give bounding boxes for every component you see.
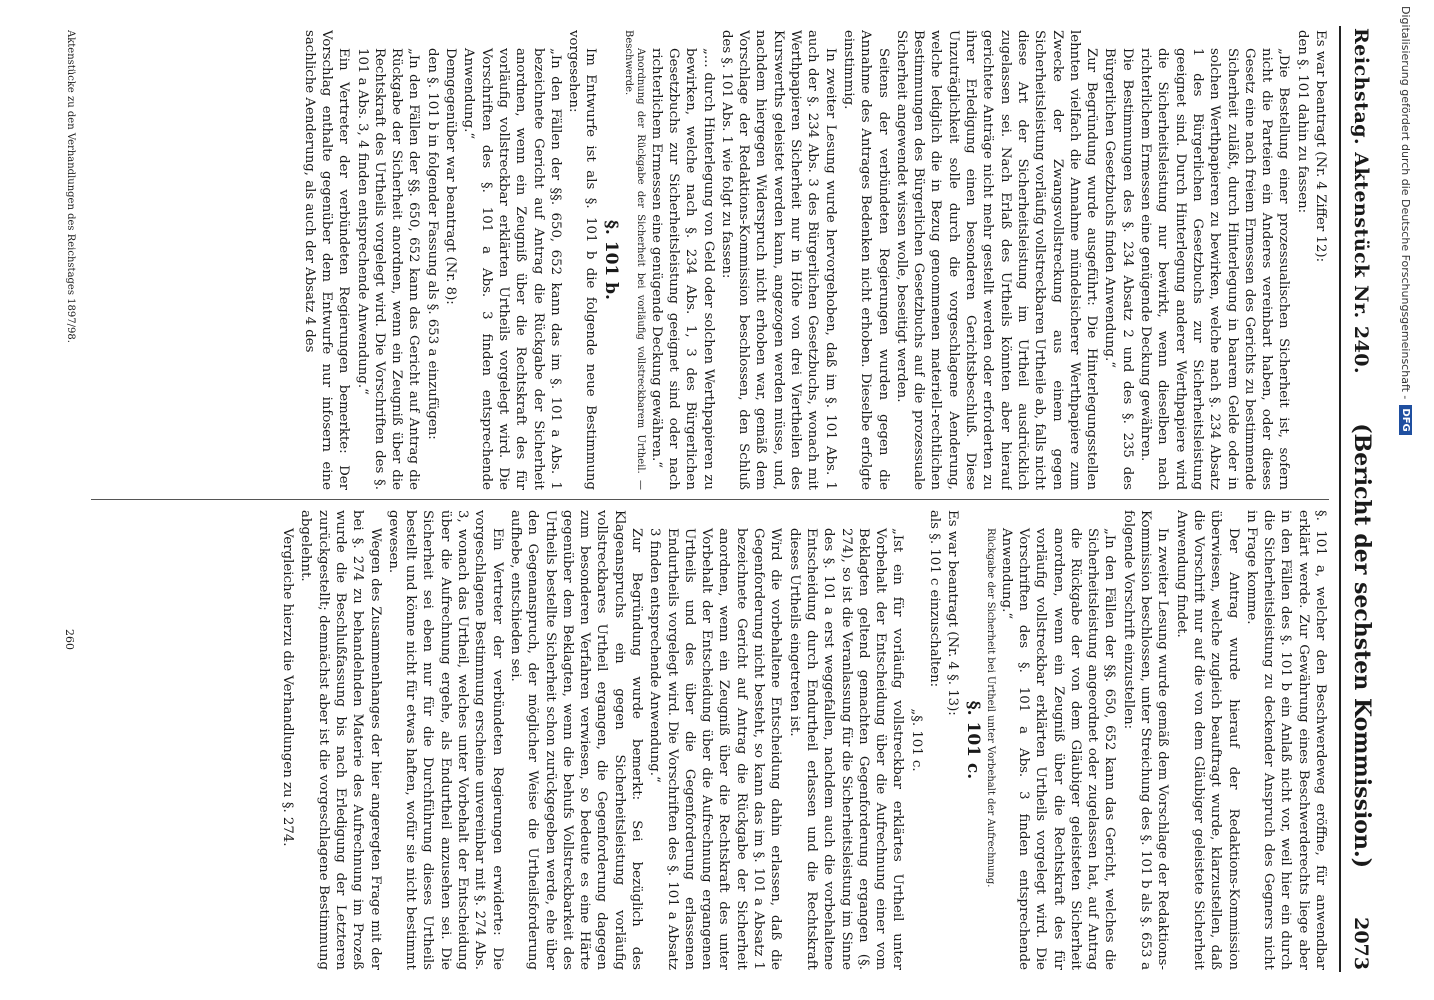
- page-header: [1345, 28, 1375, 970]
- left-column: [91, 30, 1329, 490]
- page-footer: Aktenstücke zu den Verhandlungen des Reichstages 1897/98.: [65, 30, 76, 343]
- header-left: Reichstag. Aktenstück Nr. 240.: [1350, 28, 1372, 375]
- paragraph: Vergleiche hierzu die Verhandlungen zu §. 274.: [280, 528, 296, 847]
- quote-paragraph: „In den Fällen der §§. 650, 652 kann das Gericht auf Antrag die Rückgabe der Sicherheit anordnen, wenn ein Zeugniß über die Rechtskraft des Urtheils vorgelegt wird. Die Vorschriften des §. 101 a Abs. 3, 4 finden entsprechende Anwendung.“: [354, 48, 422, 490]
- margin-note: Anordnung der Rückgabe der Sicherheit bei vorläufig vollstreckbarem Urtheil. — Beschwerde.: [623, 30, 647, 490]
- subsection-heading: „§. 101 c.: [908, 708, 924, 772]
- right-column: [91, 510, 1329, 970]
- paragraph: Es war beantragt (Nr. 4 Ziffer 12):: [1313, 30, 1328, 263]
- section-heading: §. 101 c.: [963, 700, 984, 780]
- quote-paragraph: „In den Fällen der §§. 650, 652 kann das im §. 101 a Abs. 1 bezeichnete Gericht auf Antrag die Rückgabe der Sicherheit anordnen, wenn ein Zeugniß über die Rechtskraft des für vorläufig vollstreckbar erklärten Urtheils vorgelegt wird. Die Vorschriften des §. 101 a Abs. 3 finden entsprechende Anwendung.“: [461, 48, 563, 490]
- document-page: [51, 18, 1381, 980]
- quote-paragraph: „In den Fällen der §§. 650, 652 kann das Gericht, welches die Sicherheitsleistung angeordnet oder zugelassen hat, auf Antrag die Rückgabe der von dem Gläubiger geleisteten Sicherheit anordnen, wenn ein Zeugniß über die Rechtskraft des für vorläufig vollstreckbar erklärten Urtheils vorgelegt wird. Die Vorschriften des §. 101 a Abs. 3 finden entsprechende Anwendung.“: [998, 528, 1118, 970]
- paragraph: Wegen des Zusammenhanges der hier angeregten Frage mit der bei §. 274 zu behandelnden Materie des Aufrechnung im Prozeß wurde die Beschlußfassung bis nach Erledigung der Letzteren zurückgestellt; demnächst aber ist die vorgeschlagene Bestimmung abgelehnt.: [298, 510, 383, 970]
- paragraph: Ein Vertreter der verbündeten Regierungen erwiderte: Die vorgeschlagene Bestimmung erscheine unvereinbar mit §. 274 Abs. 3, wonach das Urtheil, welches unter Vorbehalt der Entscheidung über die Aufrechnung ergehe, als Endurtheil anzusehen sei. Die Sicherheit sei eben nur für die Durchführung dieses Urtheils bestellt und könne nicht für etwas haften, wofür sie nicht bestimmt gewesen.: [385, 510, 505, 970]
- digitization-credit: [1397, 6, 1415, 986]
- quote-paragraph: „Ist ein für vorläufig vollstreckbar erklärtes Urtheil unter Vorbehalt der Entscheidung über die Aufrechnung einer vom Beklagten geltend gemachten Gegenforderung ergangen (§. 274), so ist die Veranlassung für die Sicherheitsleistung im Sinne des §. 101 a erst weggefallen, nachdem auch die vorbehaltene Entscheidung durch Endurtheil erlassen und die Rechtskraft dieses Urtheils eingetreten ist.: [786, 528, 906, 970]
- paragraph: In zweiter Lesung wurde hervorgehoben, daß im §. 101 Abs. 1 auch der §. 234 Abs. 3 des Bürgerlichen Gesetzbuchs, wonach mit Werthpapieren Sicherheit nur in Höhe von drei Viertheilen des Kurswerths geleistet werden kann, angezogen werden müsse, und, nachdem hiergegen Widerspruch nicht erhoben war, gemäß dem Vorschlage der Redaktions-Kommission beschlossen, den Schluß des §. 101 Abs. 1 wie folgt zu fassen:: [718, 30, 838, 490]
- paragraph: Zur Begründung wurde ausgeführt: Die Hinterlegungsstellen lehnten vielfach die Annahme mündelsicherer Werthpapiere zum Zwecke der Zwangsvollstreckung aus einem gegen Sicherheitsleistung vorläufig vollstreckbaren Urtheile ab, falls nicht diese Art der Sicherheitsleistung im Urtheil ausdrücklich zugelassen sei. Nach Erlaß des Urtheils könnten aber hierauf gerichtete Anträge nicht mehr gestellt werden oder erforderten zu ihrer Erledigung einen besonderen Gerichtsbeschluß. Diese Unzuträglichkeit solle durch die vorgeschlagene Aenderung, welche lediglich die in Bezug genommenen materiell-rechtlichen Bestimmungen des Bürgerlichen Gesetzbuchs auf die prozessuale Sicherheit angewendet wissen wolle, beseitigt werden.: [893, 30, 1100, 490]
- column-divider: [91, 499, 1329, 500]
- paragraph: Im Entwurfe ist als §. 101 b die folgende neue Bestimmung vorgesehen:: [566, 30, 599, 490]
- quote-paragraph: „... durch Hinterlegung von Geld oder solchen Werthpapieren zu bewirken, welche nach §. 234 Abs. 1, 3 des Bürgerlichen Gesetzbuchs zur Sicherheitsleistung geeignet sind oder nach richterlichem Ermessen eine genügende Deckung gewähren.“: [648, 48, 716, 490]
- sheet-number: 260: [63, 629, 76, 650]
- paragraph: den §. 101 dahin zu fassen:: [1294, 30, 1310, 214]
- header-title: (Bericht der sechsten Kommission.): [1349, 423, 1375, 869]
- paragraph: Ein Vertreter der verbündeten Regierungen bemerkte: Der Vorschlag enthalte gegenüber dem Entwurfe nur infosern eine sachliche Aenderung, als auch der Absatz 4 des: [301, 30, 352, 490]
- quote-paragraph: Wird die vorbehaltene Entscheidung dahin erlassen, daß die Gegenforderung nicht besteht, so kann das im §. 101 a Absatz 1 bezeichnete Gericht auf Antrag die Rückgabe der Sicherheit anordnen, wenn ein Zeugniß über die Rechtskraft des unter Vorbehalt der Entscheidung über die Aufrechnung ergangenen Urtheils und des über die Gegenforderung erlassenen Endurtheils vorgelegt wird. Die Vorschriften des §. 101 a Absatz 3 finden entsprechende Anwendung.“: [647, 528, 784, 970]
- quote-paragraph: „Die Bestellung einer prozessualischen Sicherheit ist, sofern nicht die Parteien ein Anderes vereinbart haben, oder dieses Gesetz eine nach freiem Ermessen des Gerichts zu bestimmende Sicherheit zuläßt, durch Hinterlegung in baarem Gelde oder in solchen Werthpapieren zu bewirken, welche nach §. 234 Absatz 1 des Bürgerlichen Gesetzbuchs zur Sicherheitsleistung geeignet sind. Durch Hinterlegung anderer Werthpapiere wird die Sicherheitsleistung nur bewirkt, wenn dieselben nach richterlichem Ermessen eine genügende Deckung gewähren.: [1138, 48, 1292, 490]
- paragraph: Seitens der verbündeten Regierungen wurden gegen die Annahme des Antrages Bedenken nicht erhoben. Dieselbe erfolgte einstimmig.: [840, 30, 891, 490]
- credit-text: Digitalisierung gefördert durch die Deutsche Forschungsgemeinschaft -: [1399, 6, 1413, 400]
- paragraph: Der Antrag wurde hierauf der Redaktions-Kommission überwiesen, welche zugleich beauftragt wurde, klarzustellen, daß die Vorschrift nur auf die von dem Gläubiger geleistete Sicherheit Anwendung findet.: [1173, 510, 1241, 970]
- paragraph: Zur Begründung wurde bemerkt: Sei bezüglich des Klageanspruchs ein gegen Sicherheitsleistung vorläufig vollstreckbares Urtheil ergangen, die Gegenforderung dagegen zum besonderen Verfahren verwiesen, so bedeute es eine Härte gegenüber dem Beklagten, wenn die behufs Vollstreckbarkeit des Urtheils bestellte Sicherheit schon zurückgegeben werde, ehe über den Gegenanspruch, der möglicher Weise die Urtheilsforderung aufhebe, entschieden sei.: [507, 510, 645, 970]
- paragraph: §. 101 a, welcher den Beschwerdeweg eröffne, für anwendbar erklärt werde. Zur Gewährung eines Beschwerderechts liege aber in den Fällen des §. 101 b ein Anlaß nicht vor, weil hier ein durch die Sicherheitsleistung zu deckender Anspruch des Gegners nicht in Frage komme.: [1243, 510, 1328, 970]
- paragraph: als §. 101 c einzuschalten:: [927, 510, 943, 688]
- header-rule: [1339, 26, 1341, 972]
- dfg-logo: DFG: [1400, 405, 1413, 434]
- paragraph: In zweiter Lesung wurde gemäß dem Vorschlage der Redaktions-Kommission beschlossen, unter Streichung des §. 101 b als §. 653 a folgende Vorschrift einzustellen:: [1120, 510, 1171, 970]
- paragraph: Es war beantragt (Nr. 4 §. 13):: [945, 510, 961, 716]
- paragraph: den §. 101 b in folgender Fassung als §. 653 a einzufügen:: [424, 48, 440, 440]
- section-heading: §. 101 b.: [601, 220, 622, 300]
- quote-paragraph: Die Bestimmungen des §. 234 Absatz 2 und des §. 235 des Bürgerlichen Gesetzbuchs finden Anwendung.“: [1102, 48, 1135, 490]
- paragraph: Demgegenüber war beantragt (Nr. 8):: [443, 48, 459, 305]
- header-page-number: 2073: [1350, 917, 1372, 970]
- margin-note: Rückgabe der Sicherheit bei Urtheil unter Vorbehalt der Aufrechnung.: [985, 528, 997, 888]
